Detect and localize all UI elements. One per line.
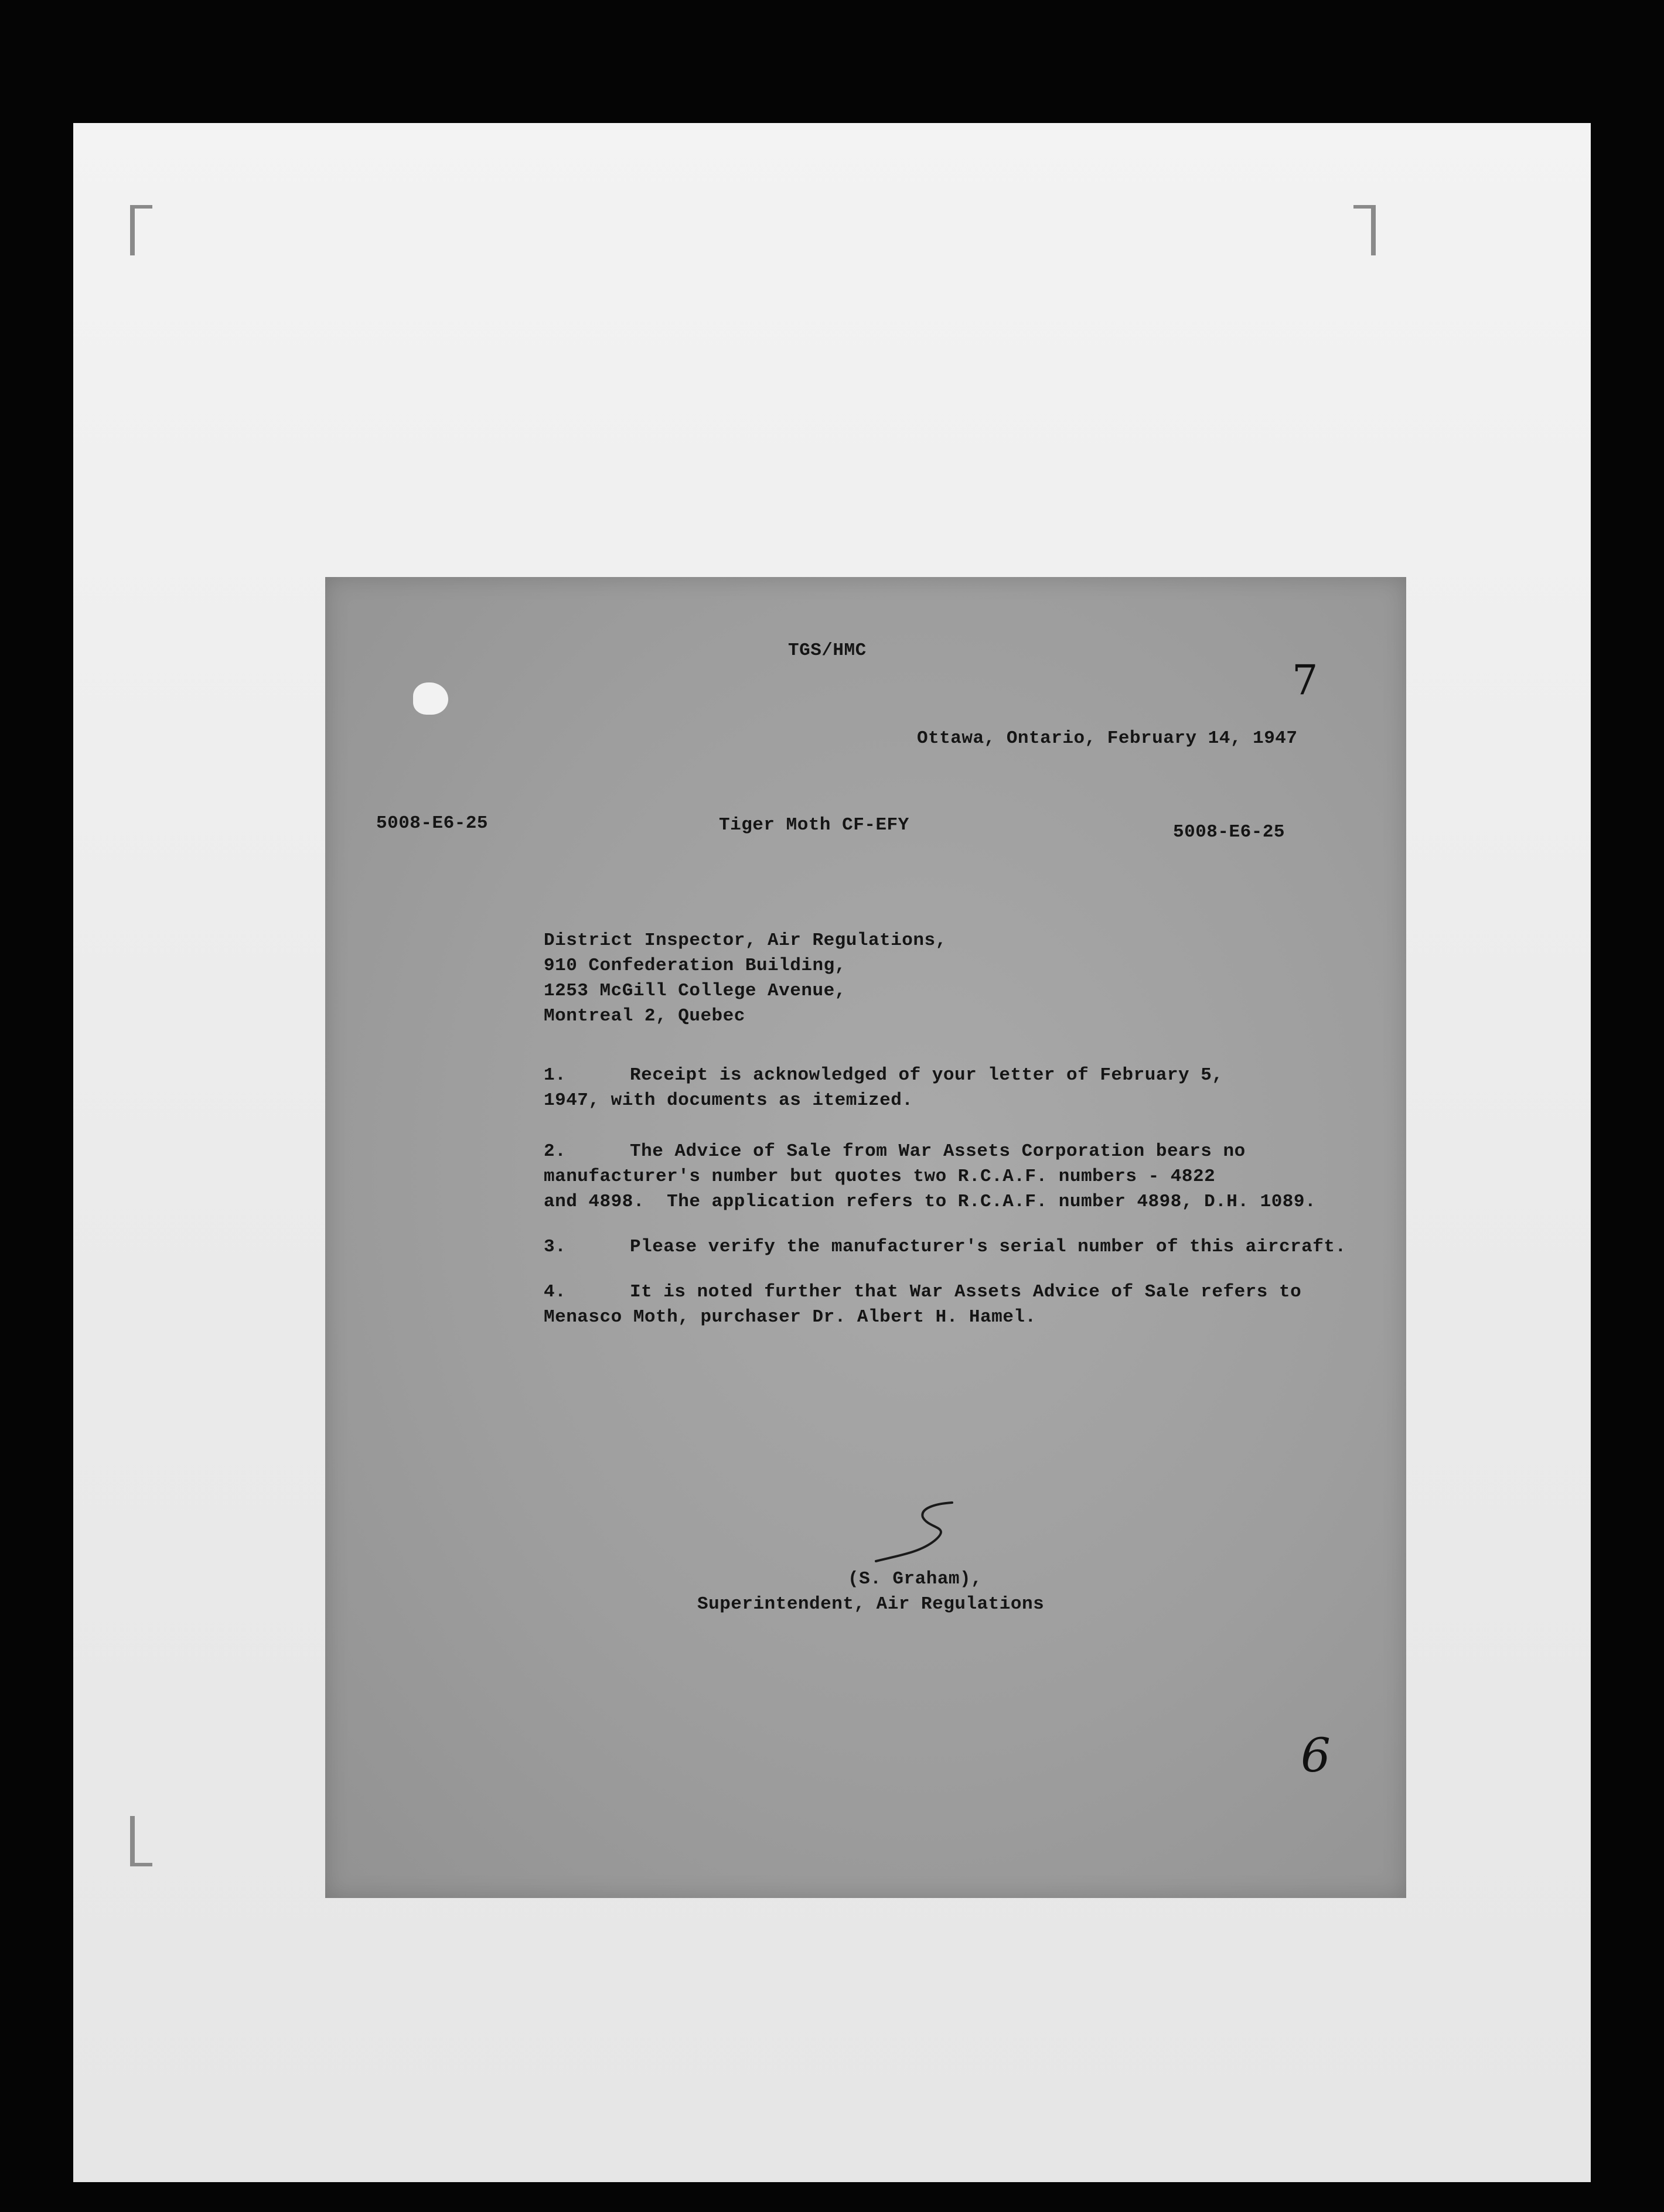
paragraph-line: It is noted further that War Assets Advice of Sale refers to (630, 1282, 1302, 1302)
date-line: Ottawa, Ontario, February 14, 1947 (917, 728, 1298, 749)
address-line: Montreal 2, Quebec (544, 1006, 745, 1026)
paragraph-line: Please verify the manufacturer's serial number of this aircraft. (630, 1237, 1346, 1257)
paragraph-number: 1. (544, 1065, 567, 1085)
file-number-right: 5008-E6-25 (1173, 822, 1285, 842)
paragraph-number: 3. (544, 1237, 567, 1257)
page-number: 6 (1301, 1728, 1331, 1783)
paragraph-line: and 4898. The application refers to R.C.A.F. number 4898, D.H. 1089. (544, 1192, 1317, 1212)
paragraph-line: Menasco Moth, purchaser Dr. Albert H. Hamel. (544, 1307, 1036, 1327)
crop-mark-top-right (1353, 205, 1376, 255)
file-number-left: 5008-E6-25 (376, 813, 489, 834)
paragraph-line: manufacturer's number but quotes two R.C.A.F. numbers - 4822 (544, 1166, 1216, 1187)
address-line: District Inspector, Air Regulations, (544, 930, 947, 951)
address-line: 910 Confederation Building, (544, 955, 846, 976)
signature-scrawl (864, 1497, 970, 1567)
subject-line: Tiger Moth CF-EFY (719, 815, 909, 835)
signature-name: (S. Graham), (848, 1569, 983, 1589)
crop-mark-bottom-left (130, 1816, 152, 1866)
reference-initials: TGS/HMC (788, 640, 867, 661)
letter-page (325, 577, 1406, 1898)
address-line: 1253 McGill College Avenue, (544, 981, 846, 1001)
paragraph-line: Receipt is acknowledged of your letter of February 5, (630, 1065, 1223, 1085)
punch-hole (413, 682, 448, 715)
paragraph-number: 4. (544, 1282, 567, 1302)
paragraph-line: The Advice of Sale from War Assets Corporation bears no (630, 1141, 1246, 1162)
signature-title: Superintendent, Air Regulations (697, 1594, 1045, 1614)
crop-mark-top-left (130, 205, 152, 255)
folio-number: 7 (1292, 656, 1318, 704)
paragraph-line: 1947, with documents as itemized. (544, 1090, 913, 1111)
paragraph-number: 2. (544, 1141, 567, 1162)
